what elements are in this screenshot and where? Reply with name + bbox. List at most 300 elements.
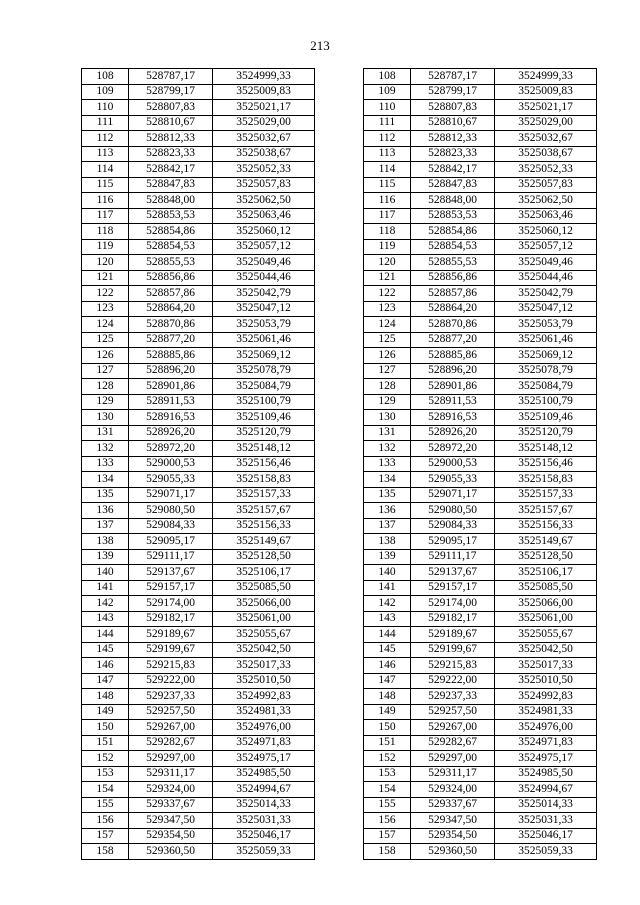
- table-row: [82, 100, 597, 116]
- left-point-number: 126: [82, 348, 129, 364]
- right-point-number: 113: [364, 146, 411, 162]
- right-y-coordinate: 3524999,33: [495, 69, 597, 85]
- table-row: [82, 193, 597, 209]
- right-point-number: 108: [364, 69, 411, 85]
- table-row: [82, 301, 597, 317]
- left-y-coordinate: 3525109,46: [213, 410, 315, 426]
- left-y-coordinate: 3525156,46: [213, 456, 315, 472]
- column-gap: [315, 720, 364, 736]
- table-row: [82, 146, 597, 162]
- left-y-coordinate: 3524985,50: [213, 766, 315, 782]
- right-point-number: 152: [364, 751, 411, 767]
- right-x-coordinate: 528855,53: [411, 255, 495, 271]
- left-x-coordinate: 529080,50: [129, 503, 213, 519]
- right-y-coordinate: 3525062,50: [495, 193, 597, 209]
- right-x-coordinate: 528877,20: [411, 332, 495, 348]
- right-point-number: 141: [364, 580, 411, 596]
- table-row: [82, 503, 597, 519]
- right-y-coordinate: 3525055,67: [495, 627, 597, 643]
- table-row: [82, 363, 597, 379]
- right-x-coordinate: 528901,86: [411, 379, 495, 395]
- right-x-coordinate: 529199,67: [411, 642, 495, 658]
- left-point-number: 144: [82, 627, 129, 643]
- column-gap: [315, 689, 364, 705]
- left-point-number: 115: [82, 177, 129, 193]
- right-x-coordinate: 529080,50: [411, 503, 495, 519]
- right-x-coordinate: 528842,17: [411, 162, 495, 178]
- left-point-number: 122: [82, 286, 129, 302]
- right-y-coordinate: 3525014,33: [495, 797, 597, 813]
- column-gap: [315, 317, 364, 333]
- table-row: [82, 255, 597, 271]
- left-point-number: 123: [82, 301, 129, 317]
- right-point-number: 125: [364, 332, 411, 348]
- table-row: [82, 658, 597, 674]
- right-point-number: 112: [364, 131, 411, 147]
- left-x-coordinate: 528854,53: [129, 239, 213, 255]
- left-x-coordinate: 528847,83: [129, 177, 213, 193]
- left-point-number: 140: [82, 565, 129, 581]
- right-y-coordinate: 3525060,12: [495, 224, 597, 240]
- right-x-coordinate: 529282,67: [411, 735, 495, 751]
- left-y-coordinate: 3525053,79: [213, 317, 315, 333]
- table-row: [82, 580, 597, 596]
- table-row: [82, 410, 597, 426]
- left-point-number: 143: [82, 611, 129, 627]
- left-y-coordinate: 3525049,46: [213, 255, 315, 271]
- left-y-coordinate: 3525046,17: [213, 828, 315, 844]
- right-point-number: 150: [364, 720, 411, 736]
- right-y-coordinate: 3525084,79: [495, 379, 597, 395]
- right-x-coordinate: 528799,17: [411, 84, 495, 100]
- right-y-coordinate: 3525157,33: [495, 487, 597, 503]
- right-y-coordinate: 3525061,46: [495, 332, 597, 348]
- table-row: [82, 565, 597, 581]
- column-gap: [315, 224, 364, 240]
- coordinates-table: [81, 68, 597, 860]
- left-y-coordinate: 3524975,17: [213, 751, 315, 767]
- right-y-coordinate: 3525156,46: [495, 456, 597, 472]
- left-point-number: 129: [82, 394, 129, 410]
- table-row: [82, 844, 597, 860]
- column-gap: [315, 782, 364, 798]
- right-y-coordinate: 3524992,83: [495, 689, 597, 705]
- right-y-coordinate: 3524975,17: [495, 751, 597, 767]
- right-y-coordinate: 3525120,79: [495, 425, 597, 441]
- left-x-coordinate: 528916,53: [129, 410, 213, 426]
- left-y-coordinate: 3525157,33: [213, 487, 315, 503]
- right-y-coordinate: 3525063,46: [495, 208, 597, 224]
- column-gap: [315, 472, 364, 488]
- table-row: [82, 627, 597, 643]
- left-x-coordinate: 529071,17: [129, 487, 213, 503]
- right-x-coordinate: 528787,17: [411, 69, 495, 85]
- left-point-number: 156: [82, 813, 129, 829]
- left-y-coordinate: 3525031,33: [213, 813, 315, 829]
- left-x-coordinate: 529311,17: [129, 766, 213, 782]
- left-point-number: 153: [82, 766, 129, 782]
- right-y-coordinate: 3524985,50: [495, 766, 597, 782]
- left-point-number: 142: [82, 596, 129, 612]
- right-x-coordinate: 528864,20: [411, 301, 495, 317]
- table-row: [82, 177, 597, 193]
- right-point-number: 135: [364, 487, 411, 503]
- table-row: [82, 549, 597, 565]
- right-x-coordinate: 528926,20: [411, 425, 495, 441]
- column-gap: [315, 115, 364, 131]
- left-y-coordinate: 3525059,33: [213, 844, 315, 860]
- left-point-number: 118: [82, 224, 129, 240]
- left-y-coordinate: 3525032,67: [213, 131, 315, 147]
- left-y-coordinate: 3525148,12: [213, 441, 315, 457]
- column-gap: [315, 503, 364, 519]
- right-point-number: 115: [364, 177, 411, 193]
- right-x-coordinate: 528911,53: [411, 394, 495, 410]
- right-y-coordinate: 3525017,33: [495, 658, 597, 674]
- right-point-number: 140: [364, 565, 411, 581]
- right-y-coordinate: 3524976,00: [495, 720, 597, 736]
- right-y-coordinate: 3525052,33: [495, 162, 597, 178]
- right-y-coordinate: 3525009,83: [495, 84, 597, 100]
- right-y-coordinate: 3525061,00: [495, 611, 597, 627]
- table-row: [82, 456, 597, 472]
- left-point-number: 151: [82, 735, 129, 751]
- right-point-number: 126: [364, 348, 411, 364]
- right-x-coordinate: 529267,00: [411, 720, 495, 736]
- right-x-coordinate: 529137,67: [411, 565, 495, 581]
- left-y-coordinate: 3525055,67: [213, 627, 315, 643]
- table-row: [82, 518, 597, 534]
- column-gap: [315, 828, 364, 844]
- right-point-number: 136: [364, 503, 411, 519]
- table-row: [82, 239, 597, 255]
- left-x-coordinate: 528972,20: [129, 441, 213, 457]
- table-row: [82, 379, 597, 395]
- table-row: [82, 441, 597, 457]
- left-point-number: 157: [82, 828, 129, 844]
- left-point-number: 110: [82, 100, 129, 116]
- left-point-number: 111: [82, 115, 129, 131]
- left-x-coordinate: 529267,00: [129, 720, 213, 736]
- table-row: [82, 131, 597, 147]
- right-point-number: 151: [364, 735, 411, 751]
- left-y-coordinate: 3524981,33: [213, 704, 315, 720]
- column-gap: [315, 69, 364, 85]
- right-point-number: 131: [364, 425, 411, 441]
- right-point-number: 127: [364, 363, 411, 379]
- left-x-coordinate: 529337,67: [129, 797, 213, 813]
- column-gap: [315, 239, 364, 255]
- right-y-coordinate: 3525149,67: [495, 534, 597, 550]
- left-x-coordinate: 529055,33: [129, 472, 213, 488]
- right-x-coordinate: 529347,50: [411, 813, 495, 829]
- left-x-coordinate: 529095,17: [129, 534, 213, 550]
- left-y-coordinate: 3525157,67: [213, 503, 315, 519]
- table-row: [82, 689, 597, 705]
- left-y-coordinate: 3525010,50: [213, 673, 315, 689]
- column-gap: [315, 193, 364, 209]
- right-point-number: 147: [364, 673, 411, 689]
- column-gap: [315, 441, 364, 457]
- right-point-number: 117: [364, 208, 411, 224]
- right-point-number: 157: [364, 828, 411, 844]
- right-x-coordinate: 528854,53: [411, 239, 495, 255]
- left-x-coordinate: 529174,00: [129, 596, 213, 612]
- column-gap: [315, 766, 364, 782]
- left-x-coordinate: 528864,20: [129, 301, 213, 317]
- table-row: [82, 596, 597, 612]
- right-y-coordinate: 3525046,17: [495, 828, 597, 844]
- left-point-number: 108: [82, 69, 129, 85]
- left-y-coordinate: 3524994,67: [213, 782, 315, 798]
- column-gap: [315, 673, 364, 689]
- column-gap: [315, 627, 364, 643]
- right-point-number: 123: [364, 301, 411, 317]
- column-gap: [315, 394, 364, 410]
- column-gap: [315, 425, 364, 441]
- left-y-coordinate: 3525062,50: [213, 193, 315, 209]
- left-y-coordinate: 3525042,50: [213, 642, 315, 658]
- right-x-coordinate: 528812,33: [411, 131, 495, 147]
- right-x-coordinate: 528972,20: [411, 441, 495, 457]
- column-gap: [315, 146, 364, 162]
- column-gap: [315, 487, 364, 503]
- left-point-number: 147: [82, 673, 129, 689]
- right-point-number: 114: [364, 162, 411, 178]
- right-point-number: 155: [364, 797, 411, 813]
- right-x-coordinate: 529095,17: [411, 534, 495, 550]
- column-gap: [315, 658, 364, 674]
- right-point-number: 148: [364, 689, 411, 705]
- left-x-coordinate: 529360,50: [129, 844, 213, 860]
- table-row: [82, 472, 597, 488]
- column-gap: [315, 580, 364, 596]
- column-gap: [315, 410, 364, 426]
- table-row: [82, 348, 597, 364]
- right-point-number: 146: [364, 658, 411, 674]
- left-x-coordinate: 528877,20: [129, 332, 213, 348]
- left-x-coordinate: 529182,17: [129, 611, 213, 627]
- left-point-number: 130: [82, 410, 129, 426]
- left-point-number: 141: [82, 580, 129, 596]
- left-point-number: 154: [82, 782, 129, 798]
- right-x-coordinate: 528896,20: [411, 363, 495, 379]
- right-y-coordinate: 3525106,17: [495, 565, 597, 581]
- left-point-number: 139: [82, 549, 129, 565]
- right-y-coordinate: 3525010,50: [495, 673, 597, 689]
- right-point-number: 119: [364, 239, 411, 255]
- right-x-coordinate: 528870,86: [411, 317, 495, 333]
- left-x-coordinate: 529189,67: [129, 627, 213, 643]
- right-x-coordinate: 528807,83: [411, 100, 495, 116]
- right-point-number: 118: [364, 224, 411, 240]
- left-x-coordinate: 529257,50: [129, 704, 213, 720]
- right-x-coordinate: 529324,00: [411, 782, 495, 798]
- right-x-coordinate: 529222,00: [411, 673, 495, 689]
- left-y-coordinate: 3525061,00: [213, 611, 315, 627]
- left-x-coordinate: 528812,33: [129, 131, 213, 147]
- right-point-number: 158: [364, 844, 411, 860]
- right-y-coordinate: 3525029,00: [495, 115, 597, 131]
- left-x-coordinate: 529222,00: [129, 673, 213, 689]
- right-x-coordinate: 529189,67: [411, 627, 495, 643]
- column-gap: [315, 348, 364, 364]
- left-point-number: 121: [82, 270, 129, 286]
- left-point-number: 136: [82, 503, 129, 519]
- table-row: [82, 797, 597, 813]
- column-gap: [315, 162, 364, 178]
- left-y-coordinate: 3525149,67: [213, 534, 315, 550]
- right-point-number: 144: [364, 627, 411, 643]
- left-y-coordinate: 3525009,83: [213, 84, 315, 100]
- left-point-number: 117: [82, 208, 129, 224]
- left-y-coordinate: 3525017,33: [213, 658, 315, 674]
- left-x-coordinate: 528848,00: [129, 193, 213, 209]
- right-point-number: 121: [364, 270, 411, 286]
- left-y-coordinate: 3525120,79: [213, 425, 315, 441]
- table-row: [82, 286, 597, 302]
- right-y-coordinate: 3525049,46: [495, 255, 597, 271]
- right-y-coordinate: 3525059,33: [495, 844, 597, 860]
- left-x-coordinate: 529084,33: [129, 518, 213, 534]
- left-point-number: 155: [82, 797, 129, 813]
- right-point-number: 116: [364, 193, 411, 209]
- right-y-coordinate: 3524994,67: [495, 782, 597, 798]
- left-x-coordinate: 528856,86: [129, 270, 213, 286]
- left-x-coordinate: 528870,86: [129, 317, 213, 333]
- table-row: [82, 425, 597, 441]
- right-x-coordinate: 529354,50: [411, 828, 495, 844]
- right-point-number: 128: [364, 379, 411, 395]
- table-row: [82, 487, 597, 503]
- left-point-number: 113: [82, 146, 129, 162]
- right-x-coordinate: 529215,83: [411, 658, 495, 674]
- left-point-number: 109: [82, 84, 129, 100]
- left-x-coordinate: 528911,53: [129, 394, 213, 410]
- column-gap: [315, 379, 364, 395]
- right-y-coordinate: 3524971,83: [495, 735, 597, 751]
- left-y-coordinate: 3525106,17: [213, 565, 315, 581]
- left-point-number: 127: [82, 363, 129, 379]
- right-y-coordinate: 3525109,46: [495, 410, 597, 426]
- table-row: [82, 751, 597, 767]
- left-point-number: 137: [82, 518, 129, 534]
- right-y-coordinate: 3525042,50: [495, 642, 597, 658]
- left-point-number: 149: [82, 704, 129, 720]
- left-x-coordinate: 528901,86: [129, 379, 213, 395]
- left-y-coordinate: 3525158,83: [213, 472, 315, 488]
- right-point-number: 153: [364, 766, 411, 782]
- left-point-number: 112: [82, 131, 129, 147]
- table-row: [82, 332, 597, 348]
- left-point-number: 116: [82, 193, 129, 209]
- right-x-coordinate: 529157,17: [411, 580, 495, 596]
- left-point-number: 158: [82, 844, 129, 860]
- column-gap: [315, 456, 364, 472]
- table-row: [82, 813, 597, 829]
- table-row: [82, 642, 597, 658]
- table-row: [82, 673, 597, 689]
- right-point-number: 132: [364, 441, 411, 457]
- left-y-coordinate: 3525052,33: [213, 162, 315, 178]
- right-point-number: 129: [364, 394, 411, 410]
- left-point-number: 128: [82, 379, 129, 395]
- right-point-number: 143: [364, 611, 411, 627]
- left-x-coordinate: 528787,17: [129, 69, 213, 85]
- right-y-coordinate: 3525021,17: [495, 100, 597, 116]
- right-y-coordinate: 3525128,50: [495, 549, 597, 565]
- right-point-number: 120: [364, 255, 411, 271]
- left-x-coordinate: 528842,17: [129, 162, 213, 178]
- right-x-coordinate: 528856,86: [411, 270, 495, 286]
- left-point-number: 146: [82, 658, 129, 674]
- right-point-number: 111: [364, 115, 411, 131]
- table-row: [82, 208, 597, 224]
- left-y-coordinate: 3525014,33: [213, 797, 315, 813]
- left-y-coordinate: 3524992,83: [213, 689, 315, 705]
- column-gap: [315, 735, 364, 751]
- right-point-number: 142: [364, 596, 411, 612]
- column-gap: [315, 363, 364, 379]
- right-x-coordinate: 529174,00: [411, 596, 495, 612]
- left-y-coordinate: 3525057,83: [213, 177, 315, 193]
- left-point-number: 138: [82, 534, 129, 550]
- right-x-coordinate: 528810,67: [411, 115, 495, 131]
- right-point-number: 139: [364, 549, 411, 565]
- table-row: [82, 224, 597, 240]
- right-point-number: 149: [364, 704, 411, 720]
- right-y-coordinate: 3525044,46: [495, 270, 597, 286]
- right-y-coordinate: 3525069,12: [495, 348, 597, 364]
- left-x-coordinate: 528799,17: [129, 84, 213, 100]
- left-x-coordinate: 528853,53: [129, 208, 213, 224]
- column-gap: [315, 844, 364, 860]
- right-point-number: 122: [364, 286, 411, 302]
- right-x-coordinate: 528823,33: [411, 146, 495, 162]
- left-x-coordinate: 528896,20: [129, 363, 213, 379]
- left-point-number: 145: [82, 642, 129, 658]
- right-point-number: 154: [364, 782, 411, 798]
- right-x-coordinate: 529337,67: [411, 797, 495, 813]
- table-row: [82, 766, 597, 782]
- right-x-coordinate: 528885,86: [411, 348, 495, 364]
- left-point-number: 124: [82, 317, 129, 333]
- right-x-coordinate: 528854,86: [411, 224, 495, 240]
- right-x-coordinate: 528848,00: [411, 193, 495, 209]
- table-row: [82, 720, 597, 736]
- table-row: [82, 534, 597, 550]
- left-x-coordinate: 529111,17: [129, 549, 213, 565]
- right-y-coordinate: 3525157,67: [495, 503, 597, 519]
- left-y-coordinate: 3525156,33: [213, 518, 315, 534]
- right-y-coordinate: 3525066,00: [495, 596, 597, 612]
- left-x-coordinate: 528857,86: [129, 286, 213, 302]
- page-number: 213: [310, 38, 330, 53]
- column-gap: [315, 84, 364, 100]
- left-point-number: 135: [82, 487, 129, 503]
- left-point-number: 119: [82, 239, 129, 255]
- left-y-coordinate: 3525044,46: [213, 270, 315, 286]
- right-y-coordinate: 3525148,12: [495, 441, 597, 457]
- table-row: [82, 394, 597, 410]
- column-gap: [315, 534, 364, 550]
- column-gap: [315, 208, 364, 224]
- table-row: [82, 828, 597, 844]
- left-y-coordinate: 3525069,12: [213, 348, 315, 364]
- right-y-coordinate: 3525085,50: [495, 580, 597, 596]
- left-point-number: 120: [82, 255, 129, 271]
- left-y-coordinate: 3525060,12: [213, 224, 315, 240]
